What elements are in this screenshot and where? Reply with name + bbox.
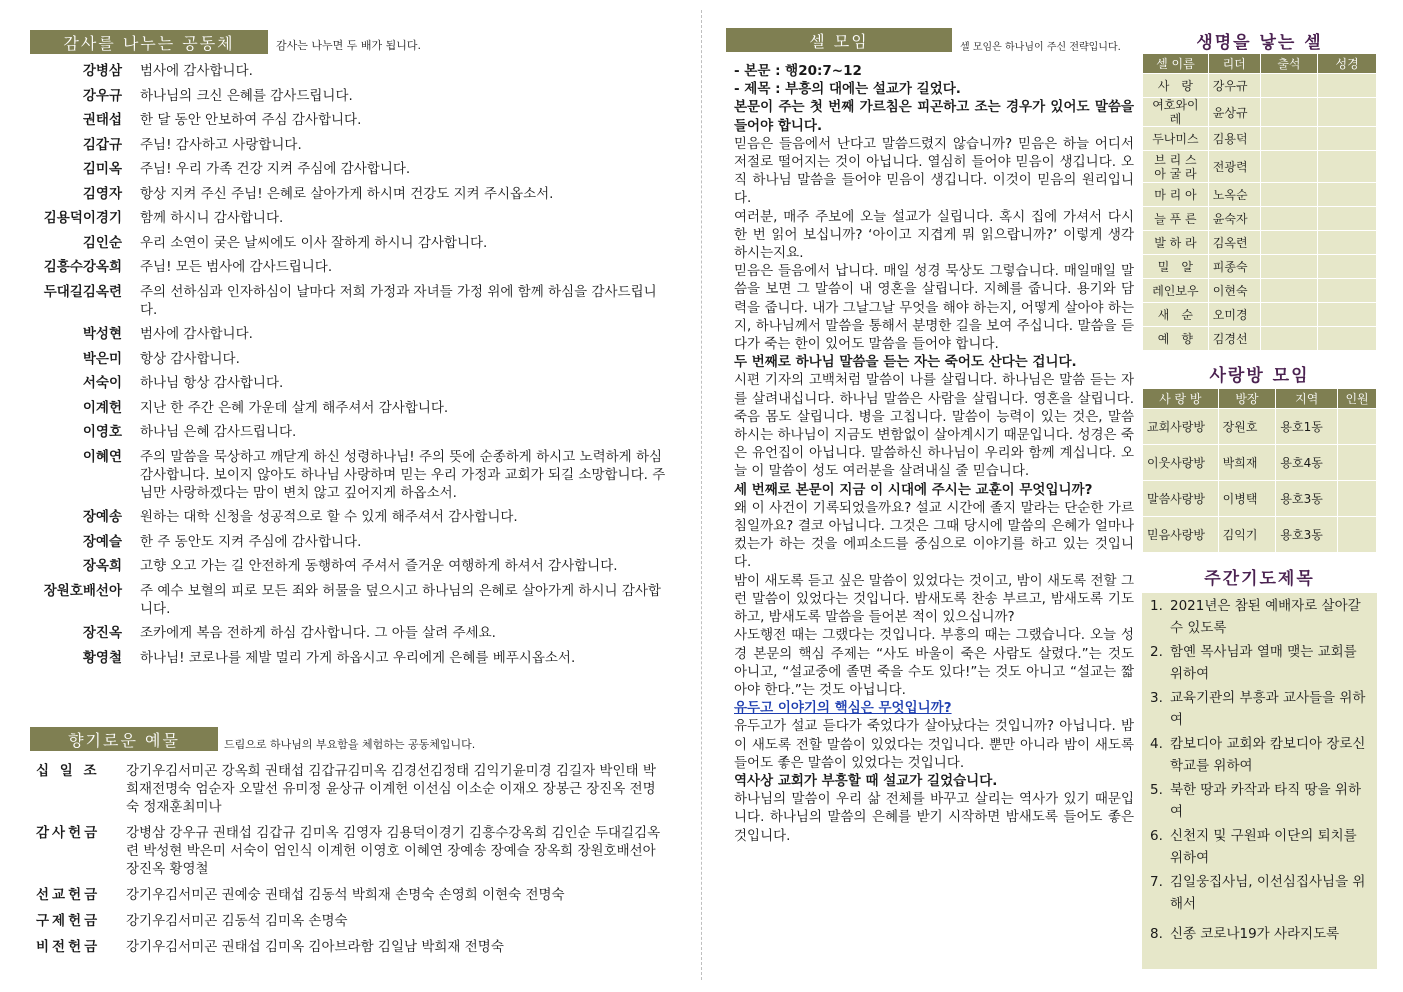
thanks-name: 김용덕이경기 [43, 210, 122, 226]
sermon-body [734, 62, 1134, 845]
column-header: 인원 [1338, 389, 1377, 409]
offerings-header-title: 향기로운 예물 [68, 730, 180, 750]
sermon-point-1: 본문이 주는 첫 번째 가르침은 피곤하고 조는 경우가 있어도 말씀을 들어야 합니다. [734, 99, 1134, 134]
sermon-point-4: 역사상 교회가 부흥할 때 설교가 길었습니다. [734, 772, 998, 789]
column-header: 출석 [1260, 54, 1318, 74]
list-item [30, 62, 670, 80]
prayer-text: 김일웅집사님, 이선심집사님을 위해서 [1170, 874, 1366, 912]
thanks-header-note: 감사는 나누면 두 배가 됩니다. [276, 39, 421, 52]
prayer-text: 캄보디아 교회와 캄보디아 장로신학교를 위하여 [1170, 736, 1366, 774]
table-row [1143, 481, 1377, 517]
prayer-text: 2021년은 참된 예배자로 살아갈 수 있도록 [1170, 598, 1361, 636]
table-row [1143, 74, 1377, 98]
list-item [30, 234, 670, 252]
room-head: 장원호 [1218, 409, 1276, 445]
attendance-cell [1260, 127, 1318, 151]
list-item [30, 283, 658, 319]
column-header: 사 랑 방 [1143, 389, 1219, 409]
sermon-paragraph: 사도행전 때는 그랬다는 것입니다. 부흥의 때는 그랬습니다. 오늘 성경 본문의 핵심 주제는 “사도 바울이 죽은 사람도 살렸다.”는 것도 아니고, “설교중에 졸면 죽을 수도 있다!”는 것도 아니고 “설교는 짧아야 한다.”는 것도 아닙니다. [734, 627, 1134, 698]
prayer-text: 북한 땅과 카작과 타직 땅을 위하여 [1170, 782, 1361, 820]
cell-name: 밀 알 [1143, 255, 1209, 279]
prayer-number: 7. [1150, 874, 1163, 890]
list-item [30, 136, 670, 154]
attendance-cell [1260, 74, 1318, 98]
list-item [30, 350, 670, 368]
list-item [30, 533, 670, 551]
prayer-number: 6. [1150, 828, 1163, 844]
bible-cell [1318, 151, 1377, 183]
thanks-name: 황영철 [82, 649, 122, 666]
cells-table [1142, 53, 1377, 351]
thanks-message: 주의 선하심과 인자하심이 날마다 저희 가정과 자녀들 가정 위에 함께 하심을 감사드립니다. [140, 283, 657, 318]
attendance-cell [1260, 98, 1318, 127]
thanks-name: 김갑규 [82, 136, 122, 153]
list-item [1150, 923, 1369, 945]
cell-name: 여호와이레 [1143, 98, 1209, 127]
thanks-message: 주의 말씀을 묵상하고 깨닫게 하신 성령하나님! 주의 뜻에 순종하게 하시고 노력하게 하심 감사합니다. 보이지 않아도 하나님 사랑하며 믿는 우리 가정과 교회가 되길 소망합니다. 주님만 사랑하겠다는 맘이 변치 않고 깊어지게 하옵소서. [140, 448, 666, 501]
table-row [1143, 327, 1377, 351]
room-count [1338, 445, 1377, 481]
thanks-name: 장예슬 [82, 533, 122, 550]
rooms-title: 사랑방 모임 [1209, 366, 1310, 386]
thanks-message: 고향 오고 가는 길 안전하게 동행하여 주셔서 즐거운 여행하게 하셔서 감사합니다. [140, 558, 618, 574]
thanks-message: 우리 소연이 궂은 날씨에도 이사 잘하게 하시니 감사합니다. [140, 234, 488, 251]
cell-meeting-header-note: 셀 모임은 하나님이 주신 전략입니다. [960, 42, 1121, 53]
thanks-name: 김영자 [82, 185, 122, 202]
thanks-message: 주님! 우리 가족 건강 지켜 주심에 감사합니다. [140, 161, 411, 177]
thanks-name: 권태섭 [82, 112, 122, 128]
offering-names: 강기우김서미곤 강옥희 권태섭 김갑규김미옥 김경선김정태 김익기윤미경 김길자 박인태 박희재전명숙 엄순자 오말선 유미정 윤상규 이계헌 이선심 이소순 이재오 장봉근 장진옥 전명숙 정재훈최미나 [126, 763, 656, 815]
column-header: 방장 [1218, 389, 1276, 409]
attendance-cell [1260, 207, 1318, 231]
thanks-message: 함께 하시니 감사합니다. [140, 210, 284, 226]
sermon-paragraph: 여러분, 매주 주보에 오늘 설교가 실립니다. 혹시 집에 가셔서 다시 한 번 읽어 보십니까? ‘아이고 지겹게 뭐 읽으랍니까?’ 이렇게 생각하시는지요. [734, 208, 1134, 262]
table-row [1143, 303, 1377, 327]
bible-cell [1318, 231, 1377, 255]
page-divider [701, 10, 702, 980]
prayer-text: 교육기관의 부흥과 교사들을 위하여 [1170, 690, 1366, 728]
thanks-message: 주 예수 보혈의 피로 모든 죄와 허물을 덮으시고 하나님의 은혜로 살아가게 하시니 감사합니다. [140, 582, 661, 617]
cell-leader: 전광력 [1208, 151, 1260, 183]
offering-label: 비전헌금 [36, 939, 101, 955]
offerings-list [36, 762, 666, 956]
offering-names: 강기우김서미곤 권예숭 권태섭 김동석 박희재 손명숙 손영희 이현숙 전명숙 [126, 887, 565, 903]
cell-leader: 김옥련 [1208, 231, 1260, 255]
sermon-paragraph: 왜 이 사건이 기록되었을까요? 설교 시간에 졸지 말라는 단순한 가르침일까요? 결코 아닙니다. 그것은 그때 당시에 말씀의 은혜가 얼마나 컸는가 하는 것을 에피소드를 중심으로 이야기를 하고 있는 것입니다. [734, 499, 1134, 571]
room-head: 박희재 [1218, 445, 1276, 481]
list-item [36, 938, 666, 956]
room-name: 교회사랑방 [1143, 409, 1219, 445]
thanks-name: 장진옥 [82, 625, 122, 641]
table-row [1143, 255, 1377, 279]
prayer-number: 3. [1150, 690, 1163, 706]
thanks-message: 범사에 감사합니다. [140, 63, 253, 79]
prayer-number: 8. [1150, 926, 1163, 942]
prayer-list [1142, 593, 1377, 969]
cell-meeting-header-title: 셀 모임 [809, 31, 869, 51]
cell-name: 새 순 [1143, 303, 1209, 327]
cell-leader: 피종숙 [1208, 255, 1260, 279]
prayer-number: 5. [1150, 782, 1163, 798]
thanks-message: 항상 지켜 주신 주님! 은혜로 살아가게 하시며 건강도 지켜 주시옵소서. [140, 185, 554, 202]
table-header-row [1143, 389, 1377, 409]
thanks-name: 장원호배선아 [43, 582, 122, 599]
list-item [36, 886, 666, 904]
sermon-paragraph: 믿음은 들음에서 난다고 말씀드렸지 않습니까? 믿음은 하늘 어디서 저절로 떨어지는 것이 아닙니다. 열심히 들어야 믿음이 생깁니다. 오직 하나님 말씀을 들어야 믿음이 생깁니다. 이것이 믿음의 원리입니다. [734, 135, 1134, 207]
thanks-name: 서숙이 [82, 375, 122, 391]
cell-name: 늘 푸 른 [1143, 207, 1209, 231]
list-item [30, 111, 670, 129]
thanks-list [30, 62, 670, 667]
table-row [1143, 98, 1377, 127]
thanks-name: 이혜연 [82, 448, 122, 465]
bible-cell [1318, 303, 1377, 327]
table-row [1143, 279, 1377, 303]
sermon-paragraph: 밤이 새도록 듣고 싶은 말씀이 있었다는 것이고, 밤이 새도록 전할 그런 말씀이 있었다는 것입니다. 밤새도록 찬송 부르고, 밤새도록 기도하고, 밤새도록 말씀을 들어본 적이 있으십니까? [734, 572, 1134, 626]
offering-names: 강병삼 강우규 권태섭 김갑규 김미옥 김영자 김용덕이경기 김흥수강옥희 김인순 두대길김옥련 박성현 박은미 서숙이 엄인식 이계헌 이영호 이혜연 장예송 장예슬 장옥희 장원호배선아 장진옥 황영철 [126, 825, 661, 877]
thanks-name: 강우규 [82, 87, 122, 104]
attendance-cell [1260, 231, 1318, 255]
table-row [1143, 151, 1377, 183]
offerings-header [30, 727, 218, 751]
cell-leader: 이현숙 [1208, 279, 1260, 303]
list-item [30, 448, 670, 502]
thanks-name: 두대길김옥련 [43, 283, 122, 300]
room-area: 용호4동 [1276, 445, 1338, 481]
room-area: 용호1동 [1276, 409, 1338, 445]
list-item [30, 87, 670, 105]
thanks-message: 한 달 동안 안보하여 주심 감사합니다. [140, 112, 362, 128]
thanks-message: 한 주 동안도 지켜 주심에 감사합니다. [140, 533, 362, 550]
thanks-message: 하나님! 코로나를 제발 멀리 가게 하옵시고 우리에게 은혜를 베푸시옵소서. [140, 649, 576, 666]
table-row [1143, 127, 1377, 151]
thanks-message: 지난 한 주간 은혜 가운데 살게 해주셔서 감사합니다. [140, 399, 449, 416]
thanks-name: 장예송 [82, 509, 122, 525]
thanks-name: 강병삼 [82, 63, 122, 79]
list-item [36, 912, 666, 930]
bible-cell [1318, 327, 1377, 351]
cell-leader: 윤숙자 [1208, 207, 1260, 231]
table-row [1143, 231, 1377, 255]
thanks-message: 하나님 항상 감사합니다. [140, 375, 284, 391]
thanks-name: 장옥희 [82, 558, 122, 574]
list-item [30, 649, 670, 667]
offering-label: 선교헌금 [36, 887, 101, 903]
cell-name: 마 리 아 [1143, 183, 1209, 207]
cell-name: 브 리 스 아 굴 라 [1143, 151, 1209, 183]
offering-label: 감사헌금 [36, 825, 101, 841]
attendance-cell [1260, 183, 1318, 207]
list-item [36, 824, 666, 878]
table-row [1143, 445, 1377, 481]
list-item [30, 374, 670, 392]
list-item [30, 582, 670, 618]
sermon-paragraph: 유두고가 설교 듣다가 죽었다가 살아났다는 것입니까? 아닙니다. 밤이 새도록 전할 말씀이 있었다는 것입니다. 뿐만 아니라 밤이 새도록 들어도 좋은 말씀이 있었다는 것입니다. [734, 718, 1134, 771]
bible-cell [1318, 127, 1377, 151]
bible-cell [1318, 279, 1377, 303]
thanks-message: 하나님의 크신 은혜를 감사드립니다. [140, 87, 353, 104]
list-item [30, 508, 670, 526]
prayer-title: 주간기도제목 [1204, 569, 1315, 589]
table-row [1143, 183, 1377, 207]
list-item [1150, 825, 1369, 869]
bible-cell [1318, 183, 1377, 207]
thanks-message: 주님! 감사하고 사랑합니다. [140, 136, 302, 153]
cell-name: 예 향 [1143, 327, 1209, 351]
cells-title: 생명을 낳는 셀 [1196, 33, 1323, 53]
sermon-point-2: 두 번째로 하나님 말씀을 듣는 자는 죽어도 산다는 겁니다. [734, 354, 1077, 371]
cell-leader: 김용덕 [1208, 127, 1260, 151]
list-item [30, 258, 670, 276]
offerings-header-note: 드림으로 하나님의 부요함을 체험하는 공동체입니다. [224, 738, 476, 751]
room-count [1338, 517, 1377, 553]
prayer-number: 1. [1150, 598, 1163, 614]
thanks-message: 주님! 모든 범사에 감사드립니다. [140, 259, 333, 275]
sermon-paragraph: 시편 기자의 고백처럼 말씀이 나를 살립니다. 하나님은 말씀 듣는 자를 살려내십니다. 하나님 말씀은 사람을 살립니다. 영혼을 살립니다. 죽음 몸도 살립니다. 병을 고칩니다. 말씀이 능력이 있는 것은, 말씀하시는 하나님이 지금도 변함없이 살아계시기 때문입니다. 성경은 죽은 유언집이 아닙니다. 말씀하신 하나님이 우리와 함께 계십니다. 오늘 이 말씀이 성도 여러분을 살려내실 줄 믿습니다. [734, 372, 1134, 480]
table-row [1143, 517, 1377, 553]
room-name: 이웃사랑방 [1143, 445, 1219, 481]
thanks-name: 박성현 [82, 326, 122, 342]
cell-name: 사 랑 [1143, 74, 1209, 98]
cell-leader: 강우규 [1208, 74, 1260, 98]
scripture-reference: - 본문 : 행20:7~12 [734, 63, 862, 79]
offering-names: 강기우김서미곤 권태섭 김미옥 김아브라함 김일남 박희재 전명숙 [126, 939, 504, 955]
thanks-message: 항상 감사합니다. [140, 350, 240, 367]
list-item [30, 160, 670, 178]
room-count [1338, 409, 1377, 445]
thanks-message: 하나님 은혜 감사드립니다. [140, 424, 297, 440]
thanks-name: 박은미 [82, 350, 122, 367]
column-header: 지역 [1276, 389, 1338, 409]
cell-leader: 오미경 [1208, 303, 1260, 327]
attendance-cell [1260, 151, 1318, 183]
prayer-text: 함옌 목사님과 열매 맺는 교회를 위하여 [1170, 644, 1357, 682]
thanks-message: 원하는 대학 신청을 성공적으로 할 수 있게 해주셔서 감사합니다. [140, 509, 518, 525]
list-item [1150, 595, 1369, 639]
room-head: 김익기 [1218, 517, 1276, 553]
thanks-name: 김흥수강옥희 [43, 259, 122, 275]
bible-cell [1318, 255, 1377, 279]
list-item [30, 423, 670, 441]
offering-label: 십 일 조 [36, 763, 100, 779]
thanks-header-title: 감사를 나누는 공동체 [63, 33, 235, 53]
list-item [1150, 641, 1369, 685]
attendance-cell [1260, 255, 1318, 279]
offering-label: 구제헌금 [36, 913, 101, 929]
offering-names: 강기우김서미곤 김동석 김미옥 손명숙 [126, 913, 348, 929]
list-item [1150, 687, 1369, 731]
list-item [1150, 779, 1369, 823]
list-item [36, 762, 666, 816]
cell-leader: 윤상규 [1208, 98, 1260, 127]
cell-meeting-header [726, 28, 952, 52]
cell-name: 레인보우 [1143, 279, 1209, 303]
prayer-text: 신천지 및 구원파 이단의 퇴치를 위하여 [1170, 828, 1357, 866]
attendance-cell [1260, 303, 1318, 327]
room-area: 용호3동 [1276, 481, 1338, 517]
column-header: 셀 이름 [1143, 54, 1209, 74]
list-item [30, 399, 670, 417]
cell-name: 두나미스 [1143, 127, 1209, 151]
bible-cell [1318, 98, 1377, 127]
prayer-number: 2. [1150, 644, 1163, 660]
bible-cell [1318, 74, 1377, 98]
thanks-name: 이계헌 [82, 399, 122, 416]
list-item [30, 185, 670, 203]
room-head: 이병택 [1218, 481, 1276, 517]
room-name: 말씀사랑방 [1143, 481, 1219, 517]
thanks-header [30, 30, 268, 54]
cell-name: 발 하 라 [1143, 231, 1209, 255]
attendance-cell [1260, 279, 1318, 303]
thanks-name: 이영호 [82, 424, 122, 440]
list-item [30, 325, 670, 343]
thanks-name: 김미옥 [82, 161, 122, 177]
table-header-row [1143, 54, 1377, 74]
list-item [30, 557, 658, 575]
rooms-table [1142, 388, 1377, 553]
list-item [30, 624, 670, 642]
table-row [1143, 409, 1377, 445]
thanks-message: 범사에 감사합니다. [140, 326, 253, 342]
sermon-subject: - 제목 : 부흥의 대에는 설교가 길었다. [734, 81, 961, 98]
list-item [1150, 733, 1369, 777]
sermon-question-link[interactable]: 유두고 이야기의 핵심은 무엇입니까? [734, 700, 952, 717]
prayer-text: 신종 코로나19가 사라지도록 [1170, 926, 1340, 942]
room-name: 믿음사랑방 [1143, 517, 1219, 553]
column-header: 성경 [1318, 54, 1377, 74]
room-area: 용호3동 [1276, 517, 1338, 553]
thanks-name: 김인순 [82, 234, 122, 251]
cell-leader: 김경선 [1208, 327, 1260, 351]
room-count [1338, 481, 1377, 517]
attendance-cell [1260, 327, 1318, 351]
prayer-number: 4. [1150, 736, 1163, 752]
bible-cell [1318, 207, 1377, 231]
list-item [1150, 871, 1369, 915]
table-row [1143, 207, 1377, 231]
column-header: 리더 [1208, 54, 1260, 74]
sermon-paragraph: 하나님의 말씀이 우리 삶 전체를 바꾸고 살리는 역사가 있기 때문입니다. 하나님의 말씀의 은혜를 받기 시작하면 밤새도록 들어도 좋은 것입니다. [734, 791, 1134, 844]
sermon-point-3: 세 번째로 본문이 지금 이 시대에 주시는 교훈이 무엇입니까? [734, 481, 1093, 498]
sermon-paragraph: 믿음은 들음에서 납니다. 매일 성경 묵상도 그렇습니다. 매일매일 말씀을 보면 그 말씀이 내 영혼을 살립니다. 지혜를 줍니다. 용기와 담력을 줍니다. 내가 그날그날 무엇을 해야 하는지, 어떻게 살아야 하는지, 하나님께서 말씀을 통해서 분명한 길을 보여 주십니다. 말씀을 듣다가 죽는 한이 있어도 말씀을 들어야 합니다. [734, 263, 1134, 353]
thanks-message: 조카에게 복음 전하게 하심 감사합니다. 그 아들 살려 주세요. [140, 625, 496, 641]
cell-leader: 노옥순 [1208, 183, 1260, 207]
list-item [30, 209, 670, 227]
